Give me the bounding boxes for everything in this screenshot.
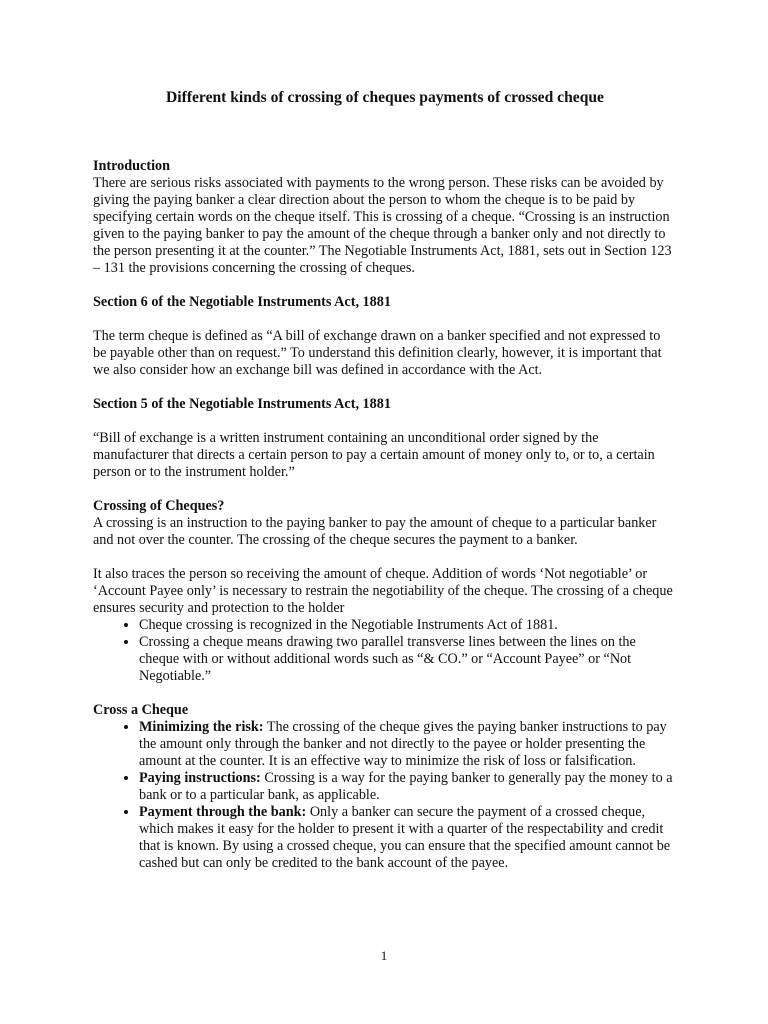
- bullet-term: Minimizing the risk:: [139, 719, 264, 735]
- bullet-text: The crossing of the cheque gives the paying banker instructions to pay the amount only through the banker and not directly to the payee or holder presenting the amount at the counter. It is an effective way to minimize the risk of loss or falsification.: [139, 719, 667, 769]
- document-page: [93, 88, 677, 872]
- document-title: Different kinds of crossing of cheques payments of crossed cheque: [166, 89, 604, 106]
- list-item: • Crossing a cheque means drawing two parallel transverse lines between the lines on the cheque with or without additional words such as “& CO.” or “Account Payee” or “Not Negotiable.”: [139, 634, 677, 685]
- section5-paragraph: “Bill of exchange is a written instrument containing an unconditional order signed by the manufacturer that directs a certain person to pay a certain amount of money only to, or to, a certain person or to the instrument holder.”: [93, 430, 655, 480]
- section6-heading: Section 6 of the Negotiable Instruments Act, 1881: [93, 294, 391, 310]
- bullet-term: Paying instructions:: [139, 770, 261, 786]
- list-item: [139, 770, 677, 804]
- section5-heading: Section 5 of the Negotiable Instruments Act, 1881: [93, 396, 391, 412]
- list-item: [139, 804, 677, 872]
- cross-a-cheque-bullet-list: [93, 719, 677, 872]
- section6-paragraph: The term cheque is defined as “A bill of exchange drawn on a banker specified and not expressed to be payable other than on request.” To understand this definition clearly, however, it is important that we also consider how an exchange bill was defined in accordance with the Act.: [93, 328, 662, 378]
- list-item: [139, 719, 677, 770]
- crossing-paragraph-2: It also traces the person so receiving the amount of cheque. Addition of words ‘Not negotiable’ or ‘Account Payee only’ is necessary to restrain the negotiability of the cheque. The crossing of a cheque ensures security and protection to the holder: [93, 566, 673, 616]
- page-number: 1: [380, 948, 388, 963]
- crossing-paragraph-1: A crossing is an instruction to the paying banker to pay the amount of cheque to a particular banker and not over the counter. The crossing of the cheque secures the payment to a banker.: [93, 515, 657, 548]
- crossing-heading: Crossing of Cheques?: [93, 498, 225, 514]
- list-item: • Cheque crossing is recognized in the Negotiable Instruments Act of 1881.: [139, 617, 677, 634]
- introduction-paragraph: There are serious risks associated with payments to the wrong person. These risks can be avoided by giving the paying banker a clear direction about the person to whom the cheque is to be paid by specifying certain words on the cheque itself. This is crossing of a cheque. “Crossing is an instruction given to the paying banker to pay the amount of the cheque through a banker only and not directly to the person presenting it at the counter.” The Negotiable Instruments Act, 1881, sets out in Section 123 – 131 the provisions concerning the crossing of cheques.: [93, 175, 672, 276]
- bullet-term: Payment through the bank:: [139, 804, 307, 820]
- introduction-heading: Introduction: [93, 158, 170, 174]
- bullet-text: Crossing is a way for the paying banker to generally pay the money to a bank or to a particular bank, as applicable.: [139, 770, 673, 803]
- bullet-text: Only a banker can secure the payment of a crossed cheque, which makes it easy for the holder to present it with a quarter of the respectability and credit that is known. By using a crossed cheque, you can ensure that the specified amount cannot be cashed but can only be credited to the bank account of the payee.: [139, 804, 671, 871]
- crossing-bullet-list: [93, 617, 677, 685]
- cross-a-cheque-heading: Cross a Cheque: [93, 702, 189, 718]
